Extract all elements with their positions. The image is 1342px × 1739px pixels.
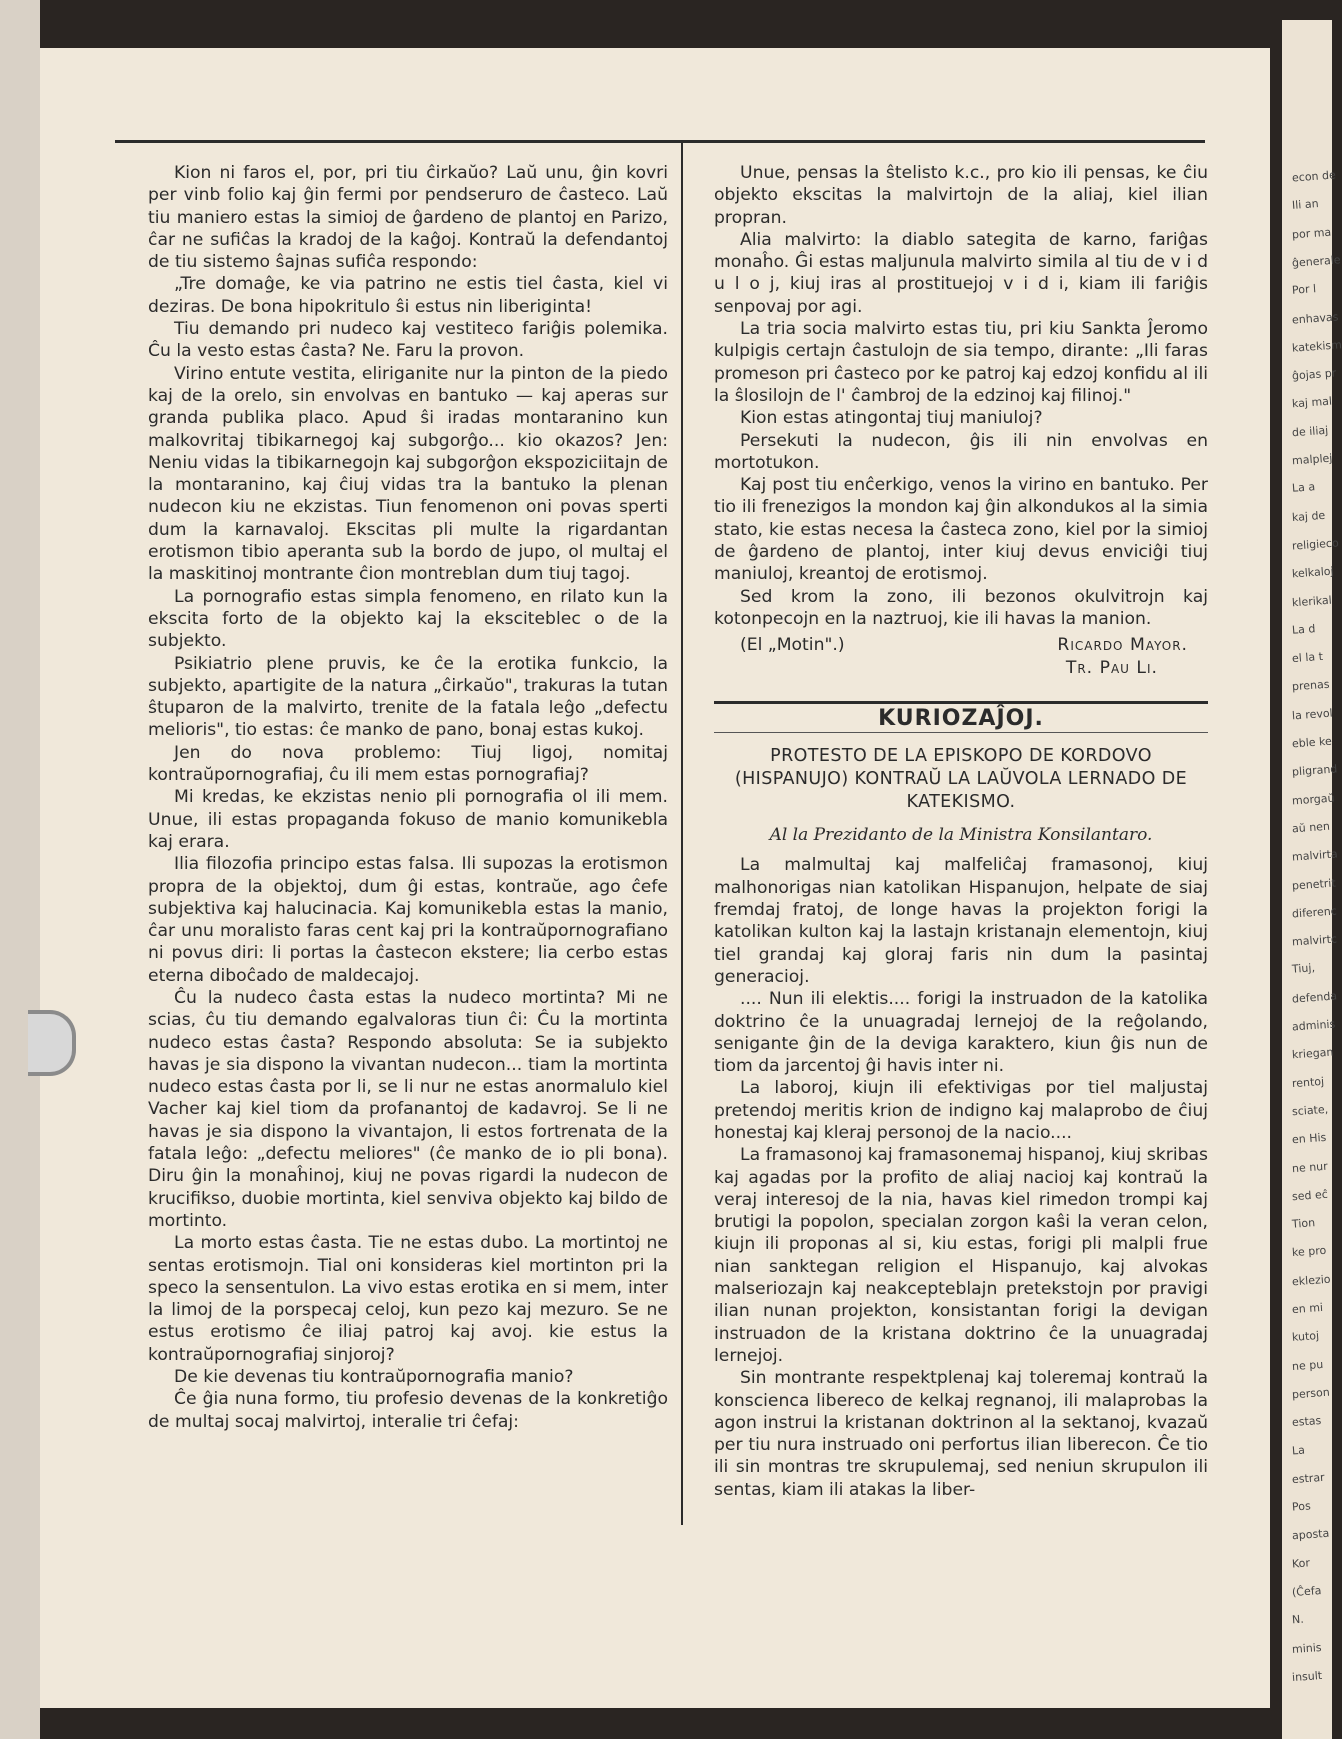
paragraph: Kion ni faros el, por, pri tiu ĉirkaŭo? Laŭ unu, ĝin kovri per vinb folio kaj ĝin fermi por pendseruro de ĉasteco. Laŭ tiu maniero estas la simioj de ĝardeno de plantoj en Parizo, ĉar ne sufiĉas la kradoj de la kaĝoj. Kontraŭ la defendantoj de tiu sistemo ŝajnas sufiĉa respondo: xyxy=(148,163,668,273)
paragraph: La laboroj, kiujn ili efektivigas por tiel maljustaj pretendoj meritis krion de indigno kaj malaprobo de ĉiuj honestaj kaj kleraj personoj de la nacio.... xyxy=(714,1078,1208,1143)
next-page-fragment: ke pro xyxy=(1291,1244,1327,1260)
paragraph: Ĉe ĝia nuna formo, tiu profesio devenas de la konkretiĝo de multaj socaj malvirtoj, interalie tri ĉefaj: xyxy=(148,1389,668,1432)
next-page-fragment: La d xyxy=(1291,621,1316,637)
left-column xyxy=(148,162,668,1433)
next-page-fragment: rentoj xyxy=(1291,1074,1325,1090)
paragraph: .... Nun ili elektis.... forigi la instruadon de la katolika doktrino ĉe la unuagradaj lernejoj de la reĝolando, senigante ĝin de la deviga karaktero, kiun ĝis nun de tiom da jarcentoj ĝi havis inter ni. xyxy=(714,989,1208,1077)
paragraph: La framasonoj kaj framasonemaj hispanoj, kiuj skribas kaj agadas por la profito de aliaj nacioj kaj kontraŭ la veraj interesoj de la nia, havas kiel rimedon trompi kaj brutigi la popolon, specialan zorgon kaŝi la veran celon, kiujn ili proponas al si, kiu estas, forigi pli malpli frue nian sanktegan religion el Hispanujo, kaj alvokas malseriozajn kaj neakcepteblajn pretekstojn por pravigi ilian nunan projekton, konsistantan forigi la devigan instruadon de la kristana doktrino ĉe la unuagradaj lernejoj. xyxy=(714,1145,1208,1366)
top-rule xyxy=(115,140,1205,143)
paragraph: Jen do nova problemo: Tiuj ligoj, nomitaj kontraŭpornografiaj, ĉu ili mem estas pornografiaj? xyxy=(148,742,668,786)
next-page-fragment: de iliaj xyxy=(1291,423,1329,439)
next-page-fragment: estrar xyxy=(1291,1470,1326,1486)
paragraph: La malmultaj kaj malfeliĉaj framasonoj, kiuj malhonorigas nian katolikan Hispanujon, helpate de siaj fremdaj fratoj, de longe havas la projekton forigi la katolikan kulton kaj la lastajn kristanajn elementojn, kiuj tiel grandaj kaj gloraj faris nin dum la pasintaj generacioj. xyxy=(714,855,1208,987)
article-title: PROTESTO DE LA EPISKOPO DE KORDOVO (HISPANUJO) KONTRAŬ LA LAŬVOLA LERNADO DE KATEKISMO. xyxy=(734,746,1188,813)
signature-author: Ricardo Mayor. xyxy=(1057,635,1188,656)
paragraph: Sed krom la zono, ili bezonos okulvitrojn kaj kotonpecojn en la naztruoj, kie ili havas la manion. xyxy=(714,586,1208,629)
paragraph: Sin montrante respektplenaj kaj toleremaj kontraŭ la konscienca libereco de kelkaj regnanoj, ili malaprobas la agon instrui la kristanan doktrinon al la sektanoj, kvazaŭ per tiu nura instruado oni perfortus ilian liberecon. Ĉe tio ili sin montras tre skrupulemaj, sed neniun skrupulon ili sentas, kiam ili atakas la liber- xyxy=(714,1368,1208,1500)
paragraph: La morto estas ĉasta. Tie ne estas dubo. La mortintoj ne sentas erotismojn. Tial oni konsideras kiel mortinton pri la speco la sensentulon. La vivo estas erotika en si mem, inter la limoj de la porspecaj celoj, kun pezo kaj mezuro. Se ne estus erotismo ĉe iliaj patroj kaj avoj. kie estus la kontraŭpornografiaj sinjoroj? xyxy=(148,1233,668,1365)
paragraph: „Tre domaĝe, ke via patrino ne estis tiel ĉasta, kiel vi deziras. De bona hipokritulo ŝi estus nin liberiginta! xyxy=(148,274,668,317)
next-page-fragment: diferenc xyxy=(1291,904,1338,921)
column-divider xyxy=(681,140,683,1525)
next-page-fragment: Por l xyxy=(1291,282,1317,298)
next-page-fragment: ĝojas pr xyxy=(1291,366,1337,383)
next-page-fragment: Tiuj, xyxy=(1291,961,1316,977)
next-page-fragment: kelkaloj xyxy=(1291,564,1334,581)
next-page-fragment: Ili an xyxy=(1291,197,1319,213)
paragraph: Tiu demando pri nudeco kaj vestiteco fariĝis polemika. Ĉu la vesto estas ĉasta? Ne. Faru la provon. xyxy=(148,319,668,362)
next-page-fragment: ne pu xyxy=(1291,1357,1324,1373)
next-page-fragment: person xyxy=(1291,1385,1331,1402)
next-page-fragment: eklezio xyxy=(1291,1272,1331,1289)
next-page-fragment: kaj de xyxy=(1291,508,1326,524)
next-page-fragment: kutoj xyxy=(1291,1329,1320,1345)
scan-background xyxy=(0,0,40,1739)
next-page-fragment: enhavas xyxy=(1291,309,1339,327)
next-page-fragment: malplej xyxy=(1291,451,1333,468)
next-page-fragment: kaj mal xyxy=(1291,395,1333,411)
next-page-fragment: por ma xyxy=(1291,225,1332,241)
right-column xyxy=(714,162,1208,1501)
next-page-fragment: malvirta xyxy=(1291,847,1339,864)
paragraph: Psikiatrio plene pruvis, ke ĉe la erotika funkcio, la subjekto, apartigite de la natura „ĉirkaŭo", trakuras la tutan ŝtuparon de la malvirto, trenite de la fatala leĝo „defectu melioris", tio estas: ĉe manko de pano, bonaj estas kukoj. xyxy=(148,653,668,741)
next-page-fragment: Kor xyxy=(1291,1556,1311,1571)
next-page-fragment: ne nur xyxy=(1291,1159,1329,1175)
next-page-fragment: (Ĉefa xyxy=(1291,1583,1322,1600)
next-page-fragment: N. xyxy=(1291,1612,1305,1627)
next-page-fragment: penetrit xyxy=(1291,875,1337,893)
paragraph: La pornografio estas simpla fenomeno, en rilato kun la ekscita forto de la objekto kaj la eksciteblec o de la subjekto. xyxy=(148,586,668,652)
next-page-fragment: Tion xyxy=(1291,1216,1316,1231)
next-page-fragment: adminis xyxy=(1291,1017,1336,1034)
next-page-fragment: ĝenerale xyxy=(1291,253,1341,270)
next-page-fragment: prenas xyxy=(1291,678,1330,694)
next-page-fragment: Pos xyxy=(1291,1499,1312,1514)
signature-source: (El „Motin".) xyxy=(740,635,845,656)
paragraph: Ĉu la nudeco ĉasta estas la nudeco mortinta? Mi ne scias, ĉu tiu demando egalvaloras tiun ĉi: Ĉu la mortinta nudeco estas ĉasta? Respondo absoluta: Se ia subjekto havas je sia dispono la vivantan nudecon... tiam la mortinta nudeco estas ĉasta por li, se li nur ne estas anormalulo kiel Vacher kaj kiel tiom da profanantoj de kadavroj. Se li ne havas je sia dispono la vivantajon, li estos fortrenata de la fatala leĝo: „defectu meliores" (ĉe manko de io pli bona). Diru ĝin la monaĥinoj, kiuj ne povas rigardi la nudecon de krucifikso, duobie mortinta, kiel senviva objekto kaj bildo de mortinto. xyxy=(148,987,668,1231)
paragraph: La tria socia malvirto estas tiu, pri kiu Sankta Ĵeromo kulpigis certajn ĉastulojn de sia tempo, dirante: „Ili faras promeson pri ĉasteco por ke patroj kaj edzoj konfidu al ili la ŝlosilojn de l' ĉambroj de la edzinoj kaj filinoj." xyxy=(714,319,1208,406)
next-page-fragment: morgaŭ xyxy=(1291,791,1335,808)
next-page-fragment: La xyxy=(1291,1443,1306,1457)
next-page-fragment: pligrand xyxy=(1291,762,1338,779)
next-page-edge xyxy=(1282,20,1342,1739)
paragraph: Unue, pensas la ŝtelisto k.c., pro kio ili pensas, ke ĉiu objekto ekscitas la malvirtojn de la aliaj, kiel ilian propran. xyxy=(714,163,1208,228)
binder-clip xyxy=(28,1010,76,1076)
next-page-fragment: el la t xyxy=(1291,650,1324,666)
next-page-fragment: kriegan xyxy=(1291,1045,1334,1062)
next-page-fragment: en mi xyxy=(1291,1300,1324,1317)
next-page-fragment: defenda xyxy=(1291,989,1338,1006)
next-page-fragment: econ de xyxy=(1291,168,1337,185)
next-page-fragment: minis xyxy=(1291,1640,1322,1656)
paragraph: Mi kredas, ke ekzistas nenio pli pornografia ol ili mem. Unue, ili estas propaganda fokuso de manio komunikebla kaj erara. xyxy=(148,787,668,852)
next-page-fragment: katekism xyxy=(1291,338,1342,355)
next-page-fragment: en His xyxy=(1291,1131,1327,1147)
next-page-fragment: sed eĉ xyxy=(1291,1187,1329,1204)
next-page-fragment: insult xyxy=(1291,1668,1323,1684)
next-page-fragment: malvirtc xyxy=(1291,932,1338,949)
next-page-fragment: la revol xyxy=(1291,706,1334,723)
next-page-fragment: aposta xyxy=(1291,1527,1330,1543)
next-page-fragment: eble ke xyxy=(1291,734,1333,751)
next-page-fragment: La a xyxy=(1291,480,1316,496)
next-page-fragment: estas xyxy=(1291,1414,1322,1430)
paragraph: Kion estas atingontaj tiuj maniuloj? xyxy=(740,408,1043,429)
paragraph: De kie devenas tiu kontraŭpornografia manio? xyxy=(174,1367,574,1388)
next-page-fragment: religieco xyxy=(1291,536,1340,553)
signature-line xyxy=(714,634,1208,656)
next-page-fragment: sciate, xyxy=(1291,1102,1329,1119)
section-heading-rule xyxy=(714,732,1208,733)
next-page-fragment: klerikal xyxy=(1291,593,1333,609)
paragraph: Alia malvirto: la diablo sategita de karno, fariĝas monaĥo. Ĝi estas maljunula malvirto simila al tiu de v i d u l o j, kiuj iras al prostituejoj v i d i, kiam ili fariĝis senpovaj por agi. xyxy=(714,229,1208,317)
paragraph: Virino entute vestita, eliriganite nur la pinton de la piedo kaj de la orelo, sin envolvas en bantuko — kaj aperas sur granda publika placo. Apud ŝi iradas montaranino kun malkovritaj tibikarnegoj kaj subgorĝo... kio okazos? Jen: Neniu vidas la tibikarnegojn kaj subgorĝon ekspoziciitajn de la montaranino, kaj ĉiuj vidas tra la bantuko la plenan nudecon kiu ne ekzistas. Tiun fenomenon oni povas sperti dum la karnavaloj. Ekscitas pli multe la rigardantan erotismon tibio aperanta sub la bordo de jupo, ol multaj el la maskitinoj montrante ĉion montreblan dum tiuj tagoj. xyxy=(148,363,668,585)
section-heading: KURIOZAĴOJ. xyxy=(714,701,1208,730)
paragraph: Kaj post tiu enĉerkigo, venos la virino en bantuko. Per tio ili frenezigos la mondon kaj ĝin alkondukos al la simia stato, kie estas necesa la ĉasteca zono, kiel por la simioj de ĝardeno de plantoj, inter kiuj devus enviciĝi tiuj maniuloj, kreantoj de erotismoj. xyxy=(714,475,1208,585)
next-page-fragment: aŭ nen xyxy=(1291,819,1331,836)
signature-translator: Tr. Pau Li. xyxy=(1065,657,1158,678)
paragraph: Persekuti la nudecon, ĝis ili nin envolvas en mortotukon. xyxy=(714,430,1208,473)
paragraph: Ilia filozofia principo estas falsa. Ili supozas la erotismon propra de la objektoj, dum ĝi estas, kontraŭe, ago ĉefe subjektiva kaj halucinacia. Kaj komunikebla estas la manio, ĉar unu moralisto faras cent kaj pri la kontraŭpornografiano ni povus diri: li portas la ĉastecon ekstere; lia cerbo estas eterna diboĉado de maldecajoj. xyxy=(148,854,668,986)
article-addressee: Al la Prezidanto de la Ministra Konsilantaro. xyxy=(769,825,1153,846)
